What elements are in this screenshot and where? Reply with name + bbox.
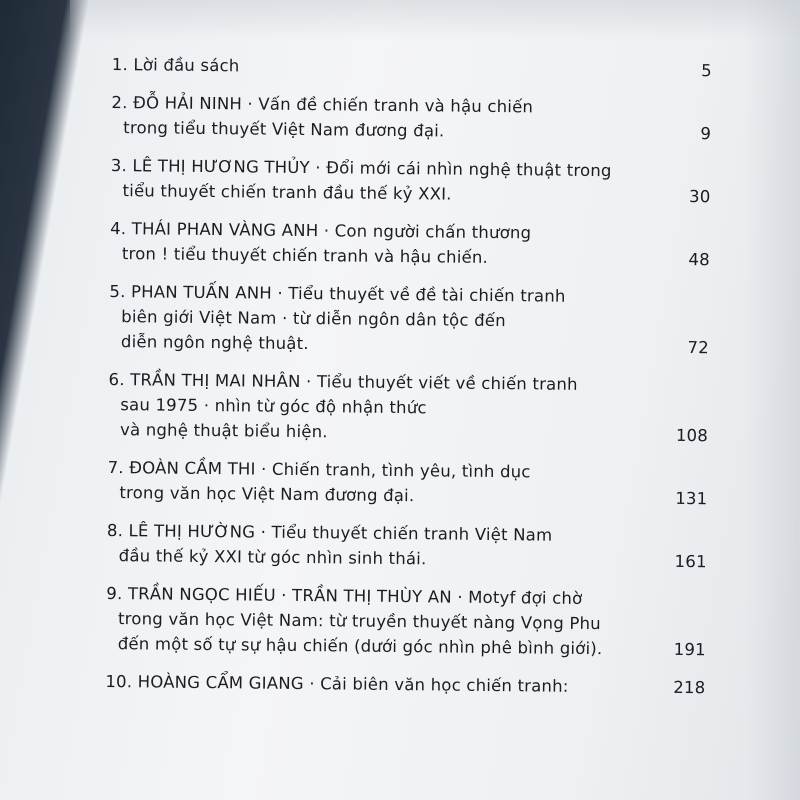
- toc-page-number: 5: [701, 61, 712, 81]
- toc-entry-line: biên giới Việt Nam · từ diễn ngôn dân tộc đến: [121, 307, 506, 331]
- toc-entry-line: 5. PHAN TUẤN ANH · Tiểu thuyết về đề tài chiến tranh: [109, 281, 566, 306]
- toc-page-number: 30: [689, 187, 711, 207]
- toc-entry-line: 2. ĐỖ HẢI NINH · Vấn đề chiến tranh và hậu chiến: [111, 92, 534, 117]
- toc-page-number: 218: [673, 677, 706, 698]
- toc-entry-2: [111, 90, 711, 146]
- toc-entry-line: 7. ĐOÀN CẦM THI · Chiến tranh, tình yêu, tình dục: [107, 457, 531, 482]
- toc-entry-7: [107, 455, 707, 511]
- table-of-contents: [105, 52, 712, 713]
- toc-entry-line: tiểu thuyết chiến tranh đầu thế kỷ XXI.: [122, 181, 452, 204]
- toc-entry-line: trong văn học Việt Nam đương đại.: [119, 483, 415, 506]
- toc-entry-9: [106, 581, 707, 662]
- toc-entry-line: 4. THÁI PHAN VÀNG ANH · Con người chấn thương: [110, 218, 532, 243]
- toc-page-number: 108: [675, 425, 709, 446]
- toc-entry-5: [109, 279, 710, 360]
- toc-entry-line: tron ! tiểu thuyết chiến tranh và hậu chiến.: [121, 244, 489, 267]
- toc-entry-line: diễn ngôn nghệ thuật.: [120, 332, 309, 354]
- toc-entry-line: trong tiểu thuyết Việt Nam đương đại.: [123, 118, 445, 141]
- toc-entry-line: đến một số tự sự hậu chiến (dưới góc nhìn phê bình giới).: [117, 634, 603, 659]
- toc-entry-line: trong văn học Việt Nam: từ truyền thuyết nàng Vọng Phu: [117, 609, 601, 634]
- page-top-shadow: [70, 0, 800, 40]
- toc-entry-line: 3. LÊ THỊ HƯƠNG THỦY · Đổi mới cái nhìn nghệ thuật trong: [110, 155, 612, 181]
- toc-entry-4: [110, 216, 710, 272]
- toc-page-number: 161: [674, 551, 707, 572]
- toc-entry-line: và nghệ thuật biểu hiện.: [119, 420, 328, 442]
- toc-entry-10: [105, 669, 705, 700]
- toc-entry-3: [110, 153, 710, 209]
- toc-entry-line: đầu thế kỷ XXI từ góc nhìn sinh thái.: [118, 546, 427, 569]
- toc-entry-8: [107, 518, 707, 574]
- toc-entry-1: [112, 52, 712, 83]
- page-right-edge: [745, 0, 800, 800]
- toc-entry-line: 10. HOÀNG CẨM GIANG · Cải biên văn học chiến tranh:: [105, 671, 569, 696]
- toc-entry-line: 1. Lời đầu sách: [111, 54, 240, 76]
- toc-entry-6: [108, 367, 709, 448]
- toc-entry-line: 8. LÊ THỊ HƯỜNG · Tiểu thuyết chiến tranh Việt Nam: [106, 520, 553, 545]
- toc-entry-line: 6. TRẦN THỊ MAI NHÂN · Tiểu thuyết viết về chiến tranh: [108, 369, 578, 394]
- toc-entry-line: 9. TRẦN NGỌC HIẾU · TRẦN THỊ THÙY AN · Motyf đợi chờ: [106, 583, 583, 608]
- toc-page-number: 191: [673, 639, 706, 660]
- toc-page-number: 131: [675, 488, 708, 509]
- toc-page-number: 72: [687, 338, 710, 358]
- toc-entry-line: sau 1975 · nhìn từ góc độ nhận thức: [120, 395, 427, 418]
- toc-page-number: 9: [700, 124, 712, 144]
- toc-page-number: 48: [688, 250, 710, 270]
